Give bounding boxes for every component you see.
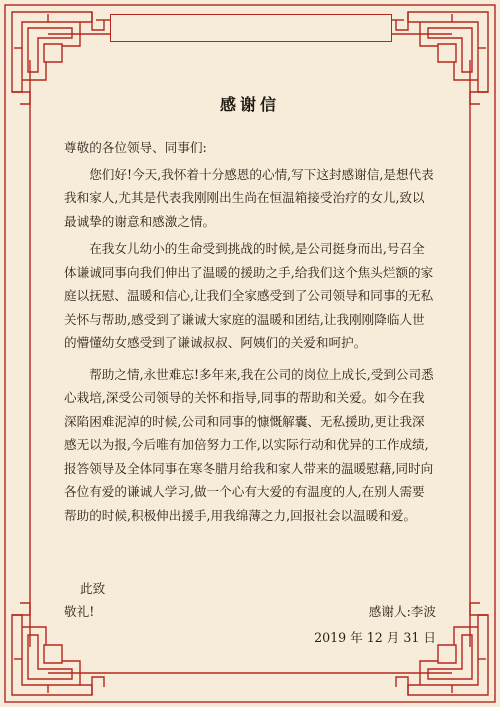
letter-closing: 此致	[80, 581, 106, 596]
letter-signer: 感谢人:李波	[368, 604, 436, 619]
letter-greeting: 尊敬的各位领导、同事们:	[64, 140, 207, 155]
header-ornament-box	[110, 14, 392, 42]
letter-date: 2019 年 12 月 31 日	[314, 630, 436, 645]
letter-paragraph: 帮助之情,永世难忘!多年来,我在公司的岗位上成长,受到公司悉心栽培,深受公司领导的关怀和指导,同事的帮助和关爱。如今在我深陷困难泥淖的时候,公司和同事的慷慨解囊、无私援助,更让我深感无以为报,今后唯有加倍努力工作,以实际行动和优异的工作成绩,报答领导及全体同事在寒冬腊月给我和家人带来的温暖慰藉,同时向各位有爱的谦诚人学习,做一个心有大爱的有温度的人,在别人需要帮助的时候,积极伸出援手,用我绵薄之力,回报社会以温暖和爱。	[64, 366, 434, 523]
letter-title: 感谢信	[219, 95, 280, 114]
letter-body	[64, 136, 436, 527]
letter-salutation: 敬礼!	[64, 604, 95, 619]
letter-paragraph: 您们好!今天,我怀着十分感恩的心情,写下这封感谢信,是想代表我和家人,尤其是代表我刚刚出生尚在恒温箱接受治疗的女儿,致以最诚挚的谢意和感激之情。	[64, 166, 434, 229]
letter-paragraph: 在我女儿幼小的生命受到挑战的时候,是公司挺身而出,号召全体谦诚同事向我们伸出了温暖的援助之手,给我们这个焦头烂额的家庭以抚慰、温暖和信心,让我们全家感受到了公司领导和同事的无私关怀与帮助,感受到了谦诚大家庭的温暖和团结,让我刚刚降临人世的懵懂幼女感受到了谦诚叔叔、阿姨们的关爱和呵护。	[64, 241, 434, 350]
